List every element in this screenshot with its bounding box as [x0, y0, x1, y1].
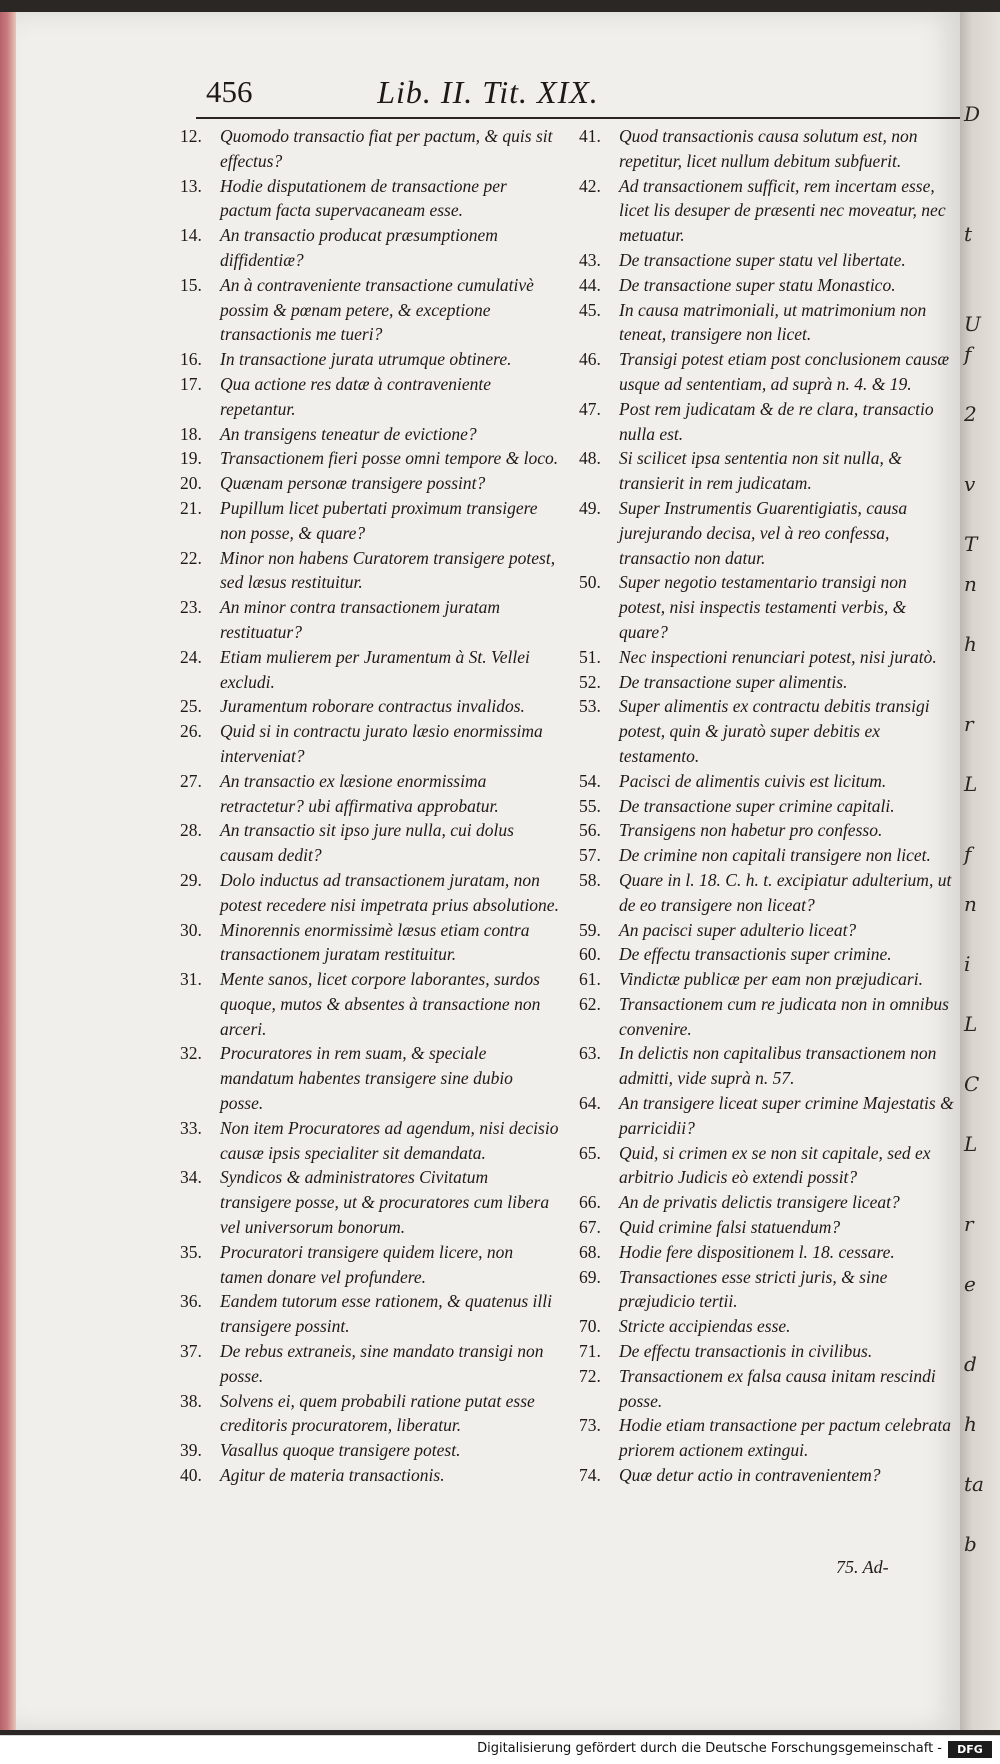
index-entry — [180, 1463, 560, 1488]
next-page-edge — [960, 12, 1000, 1730]
entry-number: 67. — [579, 1217, 601, 1238]
bleed-text: h — [964, 1412, 977, 1436]
entry-number: 41. — [579, 126, 601, 146]
index-entry — [180, 645, 560, 695]
entry-text: Stricte accipiendas esse. — [619, 1316, 791, 1337]
entry-text: Quod transactionis causa solutum est, non repetitur, licet nullum debitum subfuerit. — [619, 126, 918, 171]
index-entry — [579, 1463, 954, 1488]
running-title: Lib. II. Tit. XIX. — [377, 74, 599, 110]
entry-number: 23. — [180, 597, 202, 618]
index-entry — [180, 1116, 560, 1166]
index-entry — [579, 843, 954, 868]
entry-number: 30. — [180, 919, 202, 940]
bleed-text: ta — [964, 1472, 984, 1496]
entry-number: 72. — [579, 1365, 601, 1386]
index-entry — [579, 942, 954, 967]
index-entry — [579, 124, 954, 174]
entry-number: 66. — [579, 1192, 601, 1213]
entry-text: Quid si in contractu jurato læsio enormissima interveniat? — [220, 721, 543, 766]
entry-number: 13. — [180, 175, 202, 196]
entry-text: Procuratori transigere quidem licere, non tamen donare vel profundere. — [220, 1241, 514, 1287]
entry-text: Quare in l. 18. C. h. t. excipiatur adulterium, ut de eo transigere non liceat? — [619, 869, 952, 915]
bleed-text: r — [964, 1212, 974, 1236]
entry-number: 42. — [579, 175, 601, 196]
index-entry — [579, 918, 954, 943]
index-entry — [579, 347, 954, 397]
bleed-text: n — [964, 892, 977, 916]
entry-number: 43. — [579, 249, 601, 270]
entry-text: Transactiones esse stricti juris, & sine præjudicio tertii. — [619, 1266, 888, 1312]
index-entry — [579, 248, 954, 273]
index-entry — [180, 818, 560, 868]
index-entry — [180, 223, 560, 273]
entry-number: 40. — [180, 1465, 202, 1486]
header-rule — [196, 117, 960, 119]
entry-number: 15. — [180, 274, 202, 295]
entry-text: An transigens teneatur de evictione? — [220, 423, 477, 444]
index-entry — [180, 446, 560, 471]
entry-text: An à contraveniente transactione cumulativè possim & pœnam petere, & exceptione transactionis me tueri? — [220, 274, 534, 345]
entry-number: 29. — [180, 869, 202, 890]
entry-text: Super negotio testamentario transigi non potest, nisi inspectis testamenti verbis, & quare? — [619, 572, 907, 642]
entry-number: 49. — [579, 497, 601, 518]
entry-text: Si scilicet ipsa sententia non sit nulla, & transierit in rem judicatam. — [619, 448, 902, 494]
index-entry — [180, 769, 560, 819]
entry-text: De effectu transactionis super crimine. — [619, 944, 892, 965]
bleed-text: n — [964, 572, 977, 596]
entry-text: De transactione super statu Monastico. — [619, 274, 896, 295]
bleed-text: e — [964, 1272, 976, 1296]
entry-text: Quid crimine falsi statuendum? — [619, 1217, 841, 1238]
bleed-text: L — [964, 772, 978, 796]
index-entry — [579, 570, 954, 644]
entry-text: Qua actione res datæ à contraveniente repetantur. — [220, 373, 492, 419]
entry-text: Juramentum roborare contractus invalidos. — [220, 696, 525, 717]
bleed-text: L — [964, 1132, 978, 1156]
entry-number: 74. — [579, 1465, 601, 1486]
entry-number: 55. — [579, 795, 601, 816]
entry-text: An transigere liceat super crimine Majestatis & parricidii? — [619, 1093, 954, 1138]
entry-text: De transactione super alimentis. — [619, 671, 848, 692]
entry-number: 38. — [180, 1390, 202, 1411]
index-entry — [579, 1190, 954, 1215]
index-entry — [579, 694, 954, 768]
book-page — [16, 12, 960, 1730]
index-entry — [579, 868, 954, 918]
index-entry — [180, 347, 560, 372]
entry-number: 68. — [579, 1241, 601, 1262]
entry-number: 25. — [180, 696, 202, 717]
left-column — [180, 124, 560, 1488]
index-entry — [579, 794, 954, 819]
index-entry — [579, 1091, 954, 1141]
entry-text: Eandem tutorum esse rationem, & quatenus illi transigere possint. — [220, 1291, 552, 1337]
entry-text: Dolo inductus ad transactionem juratam, non potest recedere nisi impetrata prius absolutione. — [220, 869, 559, 915]
entry-text: Hodie disputationem de transactione per pactum facta supervacaneam esse. — [220, 175, 507, 221]
entry-text: An pacisci super adulterio liceat? — [619, 919, 857, 940]
index-entry — [180, 1041, 560, 1115]
right-column — [579, 124, 954, 1488]
entry-text: In causa matrimoniali, ut matrimonium non teneat, transigere non licet. — [619, 299, 927, 345]
entry-number: 45. — [579, 299, 601, 320]
index-entry — [579, 769, 954, 794]
entry-number: 58. — [579, 869, 601, 890]
entry-text: De crimine non capitali transigere non licet. — [619, 845, 931, 866]
index-entry — [579, 670, 954, 695]
entry-text: Quæ detur actio in contravenientem? — [619, 1465, 881, 1486]
entry-text: In transactione jurata utrumque obtinere. — [220, 349, 512, 370]
entry-text: Vasallus quoque transigere potest. — [220, 1440, 461, 1461]
entry-text: De transactione super crimine capitali. — [619, 795, 895, 816]
entry-text: An de privatis delictis transigere liceat? — [619, 1192, 900, 1213]
index-entry — [180, 422, 560, 447]
index-entry — [180, 372, 560, 422]
bleed-text: r — [964, 712, 974, 736]
index-entry — [579, 397, 954, 447]
entry-number: 21. — [180, 497, 202, 518]
entry-number: 69. — [579, 1266, 601, 1287]
entry-text: Transigens non habetur pro confesso. — [619, 820, 883, 841]
entry-number: 44. — [579, 274, 601, 295]
entry-number: 62. — [579, 993, 601, 1014]
entry-text: De effectu transactionis in civilibus. — [619, 1341, 873, 1362]
entry-number: 52. — [579, 671, 601, 692]
entry-number: 47. — [579, 398, 601, 419]
entry-text: An transactio producat præsumptionem diffidentiæ? — [220, 225, 498, 270]
entry-number: 56. — [579, 820, 601, 841]
entry-number: 17. — [180, 373, 202, 394]
index-entry — [579, 1413, 954, 1463]
entry-text: Minorennis enormissimè læsus etiam contra transactionem juratam restituitur. — [220, 919, 530, 965]
entry-number: 33. — [180, 1117, 202, 1138]
index-entry — [579, 818, 954, 843]
entry-number: 51. — [579, 646, 601, 667]
bleed-text: t — [964, 222, 973, 246]
entry-number: 64. — [579, 1093, 601, 1114]
entry-text: De rebus extraneis, sine mandato transigi non posse. — [220, 1341, 544, 1386]
entry-number: 16. — [180, 349, 202, 370]
bleed-text: C — [964, 1072, 980, 1096]
index-entry — [579, 967, 954, 992]
index-entry — [180, 694, 560, 719]
entry-number: 63. — [579, 1043, 601, 1064]
entry-text: Quænam personæ transigere possint? — [220, 473, 486, 494]
entry-text: Solvens ei, quem probabili ratione putat esse creditoris procuratorem, liberatur. — [220, 1390, 535, 1436]
index-entry — [180, 1165, 560, 1239]
bleed-text: b — [964, 1532, 977, 1556]
entry-text: Pupillum licet pubertati proximum transigere non posse, & quare? — [220, 497, 538, 543]
entry-number: 31. — [180, 969, 202, 990]
entry-number: 53. — [579, 696, 601, 717]
entry-number: 34. — [180, 1167, 202, 1188]
entry-number: 12. — [180, 126, 202, 146]
entry-number: 22. — [180, 547, 202, 568]
page-header — [16, 74, 960, 114]
entry-text: Transactionem ex falsa causa initam rescindi posse. — [619, 1365, 936, 1411]
entry-text: De transactione super statu vel libertate. — [619, 249, 906, 270]
index-entry — [180, 1438, 560, 1463]
entry-text: Super alimentis ex contractu debitis transigi potest, quin & juratò super debitis ex testamento. — [619, 696, 930, 766]
index-entry — [579, 1240, 954, 1265]
index-entry — [180, 174, 560, 224]
entry-number: 26. — [180, 721, 202, 742]
entry-number: 71. — [579, 1341, 601, 1362]
index-entry — [180, 1389, 560, 1439]
entry-text: Syndicos & administratores Civitatum transigere posse, ut & procuratores cum libera vel universorum bonorum. — [220, 1167, 550, 1238]
entry-number: 39. — [180, 1440, 202, 1461]
entry-number: 59. — [579, 919, 601, 940]
book-edge — [0, 12, 16, 1730]
index-entry — [579, 446, 954, 496]
entry-number: 24. — [180, 646, 202, 667]
entry-text: Quomodo transactio fiat per pactum, & quis sit effectus? — [220, 126, 553, 171]
index-entry — [180, 719, 560, 769]
index-entry — [180, 273, 560, 347]
index-entry — [579, 298, 954, 348]
entry-text: Hodie etiam transactione per pactum celebrata priorem actionem extingui. — [619, 1415, 951, 1461]
index-entry — [579, 174, 954, 248]
index-entry — [180, 967, 560, 1041]
index-entry — [579, 1141, 954, 1191]
index-entry — [579, 1364, 954, 1414]
bleed-text: U — [964, 312, 981, 336]
entry-number: 48. — [579, 448, 601, 469]
bleed-text: f — [964, 342, 972, 366]
index-entry — [180, 918, 560, 968]
index-entry — [579, 1265, 954, 1315]
entry-number: 19. — [180, 448, 202, 469]
bleed-text: L — [964, 1012, 978, 1036]
entry-text: Hodie fere dispositionem l. 18. cessare. — [619, 1241, 895, 1262]
entry-text: Etiam mulierem per Juramentum à St. Vellei excludi. — [220, 646, 530, 692]
entry-number: 73. — [579, 1415, 601, 1436]
index-entry — [180, 868, 560, 918]
index-entry — [180, 1289, 560, 1339]
entry-text: Non item Procuratores ad agendum, nisi decisio causæ ipsis specialiter sit demandata. — [220, 1117, 559, 1163]
index-entry — [180, 595, 560, 645]
index-entry — [180, 496, 560, 546]
dfg-logo: DFG — [948, 1741, 992, 1758]
footer-credit: Digitalisierung gefördert durch die Deutsche Forschungsgemeinschaft - — [477, 1741, 942, 1756]
bleed-text: i — [964, 952, 971, 976]
entry-number: 18. — [180, 423, 202, 444]
bleed-text: h — [964, 632, 977, 656]
entry-number: 32. — [180, 1043, 202, 1064]
entry-text: In delictis non capitalibus transactionem non admitti, vide suprà n. 57. — [619, 1043, 937, 1089]
index-entry — [180, 1339, 560, 1389]
entry-text: Post rem judicatam & de re clara, transactio nulla est. — [619, 398, 934, 444]
entry-number: 70. — [579, 1316, 601, 1337]
entry-number: 57. — [579, 845, 601, 866]
index-entry — [180, 546, 560, 596]
bleed-text: f — [964, 842, 972, 866]
entry-text: Pacisci de alimentis cuivis est licitum. — [619, 770, 887, 791]
entry-number: 14. — [180, 225, 202, 246]
index-entry — [579, 1339, 954, 1364]
entry-number: 27. — [180, 770, 202, 791]
entry-text: Ad transactionem sufficit, rem incertam esse, licet lis desuper de præsenti nec moveatur, nec metuatur. — [619, 175, 946, 246]
entry-text: Procuratores in rem suam, & speciale mandatum habentes transigere sine dubio posse. — [220, 1043, 513, 1114]
entry-text: Transactionem fieri posse omni tempore & loco. — [220, 448, 559, 469]
bleed-text: T — [964, 532, 978, 556]
entry-text: Mente sanos, licet corpore laborantes, surdos quoque, mutos & absentes à transactione non arceri. — [220, 969, 541, 1039]
entry-text: An transactio ex læsione enormissima retractetur? ubi affirmativa approbatur. — [220, 770, 499, 816]
index-entry — [579, 1041, 954, 1091]
catchword: 75. Ad- — [836, 1557, 889, 1577]
entry-text: Agitur de materia transactionis. — [220, 1465, 445, 1486]
entry-number: 37. — [180, 1341, 202, 1362]
entry-number: 54. — [579, 770, 601, 791]
entry-text: Vindictæ publicæ per eam non præjudicari. — [619, 969, 923, 990]
index-entry — [579, 1314, 954, 1339]
index-entry — [180, 471, 560, 496]
entry-text: Super Instrumentis Guarentigiatis, causa jurejurando decisa, vel à reo confessa, transactio non datur. — [619, 497, 908, 568]
entry-text: An minor contra transactionem juratam restituatur? — [220, 597, 500, 642]
index-entry — [579, 645, 954, 670]
entry-number: 46. — [579, 349, 601, 370]
entry-number: 65. — [579, 1142, 601, 1163]
index-entry — [579, 273, 954, 298]
digitization-footer — [0, 1735, 1000, 1764]
entry-text: Transactionem cum re judicata non in omnibus convenire. — [619, 993, 949, 1039]
bleed-text: v — [964, 472, 976, 496]
entry-number: 36. — [180, 1291, 202, 1312]
entry-text: Transigi potest etiam post conclusionem causæ usque ad sententiam, ad suprà n. 4. & 19. — [619, 349, 950, 394]
entry-number: 20. — [180, 473, 202, 494]
bleed-text: D — [964, 102, 981, 126]
entry-number: 50. — [579, 572, 601, 593]
page-number: 456 — [206, 74, 253, 109]
index-entry — [579, 992, 954, 1042]
bleed-text: 2 — [964, 402, 977, 426]
entry-text: Nec inspectioni renunciari potest, nisi juratò. — [619, 646, 937, 667]
index-entry — [180, 1240, 560, 1290]
entry-number: 61. — [579, 969, 601, 990]
entry-text: An transactio sit ipso jure nulla, cui dolus causam dedit? — [220, 820, 514, 866]
entry-text: Minor non habens Curatorem transigere potest, sed læsus restituitur. — [220, 547, 556, 593]
index-entry — [180, 124, 560, 174]
entry-text: Quid, si crimen ex se non sit capitale, sed ex arbitrio Judicis eò extendi possit? — [619, 1142, 931, 1188]
entry-number: 35. — [180, 1241, 202, 1262]
bleed-text: d — [964, 1352, 977, 1376]
entry-number: 60. — [579, 944, 601, 965]
index-entry — [579, 1215, 954, 1240]
index-entry — [579, 496, 954, 570]
entry-number: 28. — [180, 820, 202, 841]
